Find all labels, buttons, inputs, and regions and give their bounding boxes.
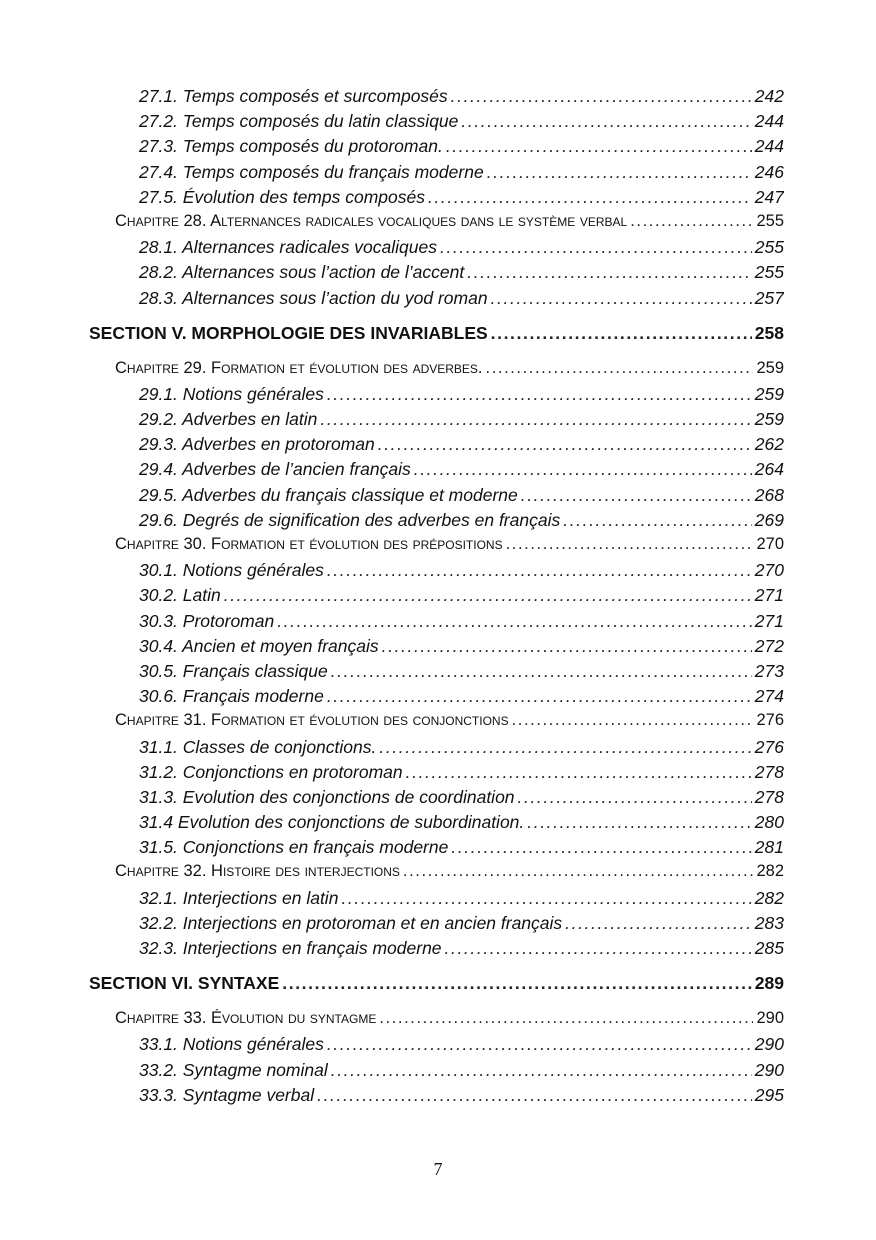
toc-subsection-entry[interactable]: [139, 485, 784, 510]
toc-subsection-entry[interactable]: [139, 136, 784, 161]
toc-page-number: 280: [754, 812, 784, 833]
toc-entry-title: 31.5. Conjonctions en français moderne: [139, 837, 449, 858]
toc-entry-title: 28.1. Alternances radicales vocaliques: [139, 237, 437, 258]
toc-page-number: 285: [754, 938, 784, 958]
dot-leader: [406, 762, 752, 783]
toc-entry-title: [115, 1009, 376, 1028]
chapter-prefix: Chapitre 30.: [115, 535, 212, 553]
toc-subsection-entry[interactable]: [139, 1085, 784, 1110]
toc-subsection-entry[interactable]: [139, 86, 784, 111]
dot-leader: [512, 711, 754, 730]
toc-page-number: 281: [754, 837, 784, 858]
toc-subsection-entry[interactable]: [139, 434, 784, 459]
dot-leader: [563, 510, 752, 531]
dot-leader: [451, 837, 751, 858]
toc-page-number: 290: [754, 1034, 784, 1055]
dot-leader: [331, 1060, 752, 1081]
chapter-prefix: Chapitre 31.: [115, 711, 212, 730]
toc-entry-title: 31.3. Evolution des conjonctions de coordination: [139, 786, 515, 807]
dot-leader: [317, 1085, 752, 1106]
dot-leader: [491, 323, 752, 344]
toc-subsection-entry[interactable]: [139, 384, 784, 409]
toc-page-number: 289: [754, 973, 784, 994]
dot-leader: [445, 938, 752, 959]
toc-entry-title: [115, 359, 483, 378]
dot-leader: [440, 237, 752, 258]
dot-leader: [282, 973, 752, 994]
dot-leader: [224, 585, 752, 606]
toc-subsection-entry[interactable]: [139, 837, 784, 862]
dot-leader: [461, 111, 751, 132]
toc-entry-title: [115, 862, 400, 881]
toc-subsection-entry[interactable]: [139, 913, 784, 938]
toc-entry-title: 28.3. Alternances sous l’action du yod roman: [139, 287, 488, 308]
chapter-prefix: Chapitre 32.: [115, 862, 212, 881]
chapter-prefix: Chapitre 33.: [115, 1009, 212, 1028]
toc-page-number: 244: [754, 111, 784, 132]
dot-leader: [565, 913, 752, 934]
toc-subsection-entry[interactable]: [139, 812, 784, 837]
toc-subsection-entry[interactable]: [139, 585, 784, 610]
toc-subsection-entry[interactable]: [139, 187, 784, 212]
toc-page-number: 268: [754, 484, 784, 505]
toc-section-entry[interactable]: [89, 973, 784, 999]
toc-subsection-entry[interactable]: [139, 686, 784, 711]
dot-leader: [327, 384, 752, 405]
toc-chapter-entry[interactable]: [115, 535, 784, 560]
toc-page-number: 259: [754, 383, 784, 404]
toc-entry-title: SECTION V. MORPHOLOGIE DES INVARIABLES: [89, 322, 488, 343]
toc-page-number: 278: [754, 786, 784, 807]
toc-entry-title: 29.1. Notions générales: [139, 383, 324, 404]
toc-subsection-entry[interactable]: [139, 787, 784, 812]
table-of-contents: [0, 86, 876, 1110]
toc-entry-title: 30.3. Protoroman: [139, 610, 275, 631]
toc-page-number: 282: [754, 887, 784, 908]
toc-entry-title: 30.2. Latin: [139, 585, 221, 606]
dot-leader: [378, 434, 752, 455]
toc-subsection-entry[interactable]: [139, 409, 784, 434]
toc-entry-title: 29.2. Adverbes en latin: [139, 409, 318, 430]
toc-entry-title: 30.1. Notions générales: [139, 560, 324, 581]
toc-subsection-entry[interactable]: [139, 111, 784, 136]
toc-entry-title: 32.3. Interjections en français moderne: [139, 938, 442, 958]
chapter-title: Formation et évolution des adverbes.: [211, 358, 483, 377]
toc-entry-title: 33.1. Notions générales: [139, 1034, 324, 1055]
chapter-title: Alternances radicales vocaliques dans le système verbal: [210, 211, 628, 230]
toc-page-number: 255: [756, 211, 784, 230]
toc-page-number: 244: [754, 136, 784, 157]
toc-subsection-entry[interactable]: [139, 237, 784, 262]
toc-page-number: 270: [754, 560, 784, 581]
toc-entry-title: 27.5. Évolution des temps composés: [139, 186, 425, 207]
toc-entry-title: 32.2. Interjections en protoroman et en ancien français: [139, 912, 563, 933]
toc-entry-title: 31.1. Classes de conjonctions.: [139, 736, 377, 757]
toc-entry-title: 29.6. Degrés de signification des adverbes en français: [139, 509, 561, 530]
toc-page-number: 276: [754, 736, 784, 757]
chapter-prefix: Chapitre 28.: [115, 211, 211, 230]
toc-subsection-entry[interactable]: [139, 1034, 784, 1059]
toc-entry-title: 27.3. Temps composés du protoroman.: [139, 136, 443, 157]
toc-chapter-entry[interactable]: [115, 711, 784, 736]
toc-entry-title: 30.4. Ancien et moyen français: [139, 635, 379, 656]
toc-subsection-entry[interactable]: [139, 762, 784, 787]
toc-page-number: 290: [754, 1059, 784, 1080]
dot-leader: [327, 1034, 752, 1055]
toc-page-number: 270: [756, 535, 784, 553]
dot-leader: [491, 288, 752, 309]
chapter-title: Formation et évolution des prépositions: [211, 535, 503, 553]
toc-chapter-entry[interactable]: [115, 212, 784, 237]
toc-chapter-entry[interactable]: [115, 1009, 784, 1034]
toc-page-number: 272: [754, 635, 784, 656]
dot-leader: [451, 86, 752, 107]
toc-entry-title: 33.2. Syntagme nominal: [139, 1059, 328, 1080]
toc-page-number: 283: [754, 912, 784, 933]
dot-leader: [341, 888, 751, 909]
toc-page-number: 271: [754, 610, 784, 631]
toc-page-number: 276: [756, 711, 784, 730]
dot-leader: [320, 409, 751, 430]
dot-leader: [446, 136, 752, 157]
toc-entry-title: 32.1. Interjections en latin: [139, 887, 339, 908]
toc-entry-title: 28.2. Alternances sous l’action de l’accent: [139, 262, 465, 283]
toc-subsection-entry[interactable]: [139, 636, 784, 661]
toc-page-number: 258: [754, 322, 784, 343]
dot-leader: [486, 359, 754, 378]
chapter-prefix: Chapitre 29.: [115, 358, 212, 377]
toc-entry-title: 29.5. Adverbes du français classique et moderne: [139, 484, 518, 505]
toc-page-number: 255: [754, 237, 784, 258]
toc-subsection-entry[interactable]: [139, 262, 784, 287]
chapter-title: Formation et évolution des conjonctions: [211, 711, 509, 730]
toc-subsection-entry[interactable]: [139, 288, 784, 313]
toc-entry-title: 33.3. Syntagme verbal: [139, 1084, 315, 1105]
page-number: 7: [433, 1159, 443, 1179]
toc-page-number: 259: [754, 409, 784, 430]
toc-page-number: 246: [754, 161, 784, 182]
toc-page-number: 257: [754, 287, 784, 308]
toc-entry-title: SECTION VI. SYNTAXE: [89, 973, 280, 994]
toc-section-entry[interactable]: [89, 323, 784, 349]
toc-entry-title: [115, 212, 627, 231]
toc-entry-title: 31.4 Evolution des conjonctions de subordination.: [139, 812, 525, 833]
toc-chapter-entry[interactable]: [115, 359, 784, 384]
dot-leader: [506, 535, 754, 554]
toc-entry-title: 29.4. Adverbes de l’ancien français: [139, 459, 411, 480]
toc-entry-title: 27.1. Temps composés et surcomposés: [139, 86, 448, 106]
toc-page-number: 282: [756, 862, 784, 881]
toc-subsection-entry[interactable]: [139, 459, 784, 484]
dot-leader: [527, 812, 752, 833]
dot-leader: [414, 459, 752, 480]
dot-leader: [487, 162, 752, 183]
toc-subsection-entry[interactable]: [139, 611, 784, 636]
dot-leader: [382, 636, 752, 657]
dot-leader: [277, 611, 752, 632]
toc-page-number: 264: [754, 459, 784, 480]
dot-leader: [379, 1009, 753, 1028]
toc-page-number: 271: [754, 585, 784, 606]
toc-subsection-entry[interactable]: [139, 938, 784, 963]
dot-leader: [327, 560, 752, 581]
toc-entry-title: 27.2. Temps composés du latin classique: [139, 111, 459, 132]
dot-leader: [630, 212, 753, 231]
toc-subsection-entry[interactable]: [139, 560, 784, 585]
toc-subsection-entry[interactable]: [139, 510, 784, 535]
toc-entry-title: 31.2. Conjonctions en protoroman: [139, 761, 403, 782]
toc-entry-title: [115, 711, 509, 730]
toc-page-number: 242: [754, 86, 784, 106]
dot-leader: [467, 262, 752, 283]
toc-page-number: 274: [754, 686, 784, 707]
toc-subsection-entry[interactable]: [139, 162, 784, 187]
toc-entry-title: 27.4. Temps composés du français moderne: [139, 161, 484, 182]
toc-chapter-entry[interactable]: [115, 862, 784, 887]
toc-page-number: 262: [754, 434, 784, 455]
toc-entry-title: 30.5. Français classique: [139, 660, 328, 681]
toc-page-number: 295: [754, 1084, 784, 1105]
toc-subsection-entry[interactable]: [139, 737, 784, 762]
toc-entry-title: [115, 535, 503, 554]
toc-entry-title: 29.3. Adverbes en protoroman: [139, 434, 375, 455]
dot-leader: [331, 661, 752, 682]
toc-page-number: 290: [756, 1009, 784, 1028]
toc-entry-title: 30.6. Français moderne: [139, 686, 324, 707]
toc-subsection-entry[interactable]: [139, 1060, 784, 1085]
toc-page-number: 269: [754, 509, 784, 530]
chapter-title: Évolution du syntagme: [211, 1009, 377, 1028]
toc-page-number: 273: [754, 660, 784, 681]
dot-leader: [403, 862, 754, 881]
dot-leader: [521, 485, 752, 506]
toc-page-number: 247: [754, 186, 784, 207]
dot-leader: [428, 187, 752, 208]
dot-leader: [379, 737, 751, 758]
toc-page-number: 278: [754, 761, 784, 782]
toc-subsection-entry[interactable]: [139, 661, 784, 686]
toc-page-number: 259: [756, 358, 784, 377]
dot-leader: [518, 787, 752, 808]
dot-leader: [327, 686, 752, 707]
toc-page-number: 255: [754, 262, 784, 283]
chapter-title: Histoire des interjections: [211, 862, 400, 881]
toc-subsection-entry[interactable]: [139, 888, 784, 913]
